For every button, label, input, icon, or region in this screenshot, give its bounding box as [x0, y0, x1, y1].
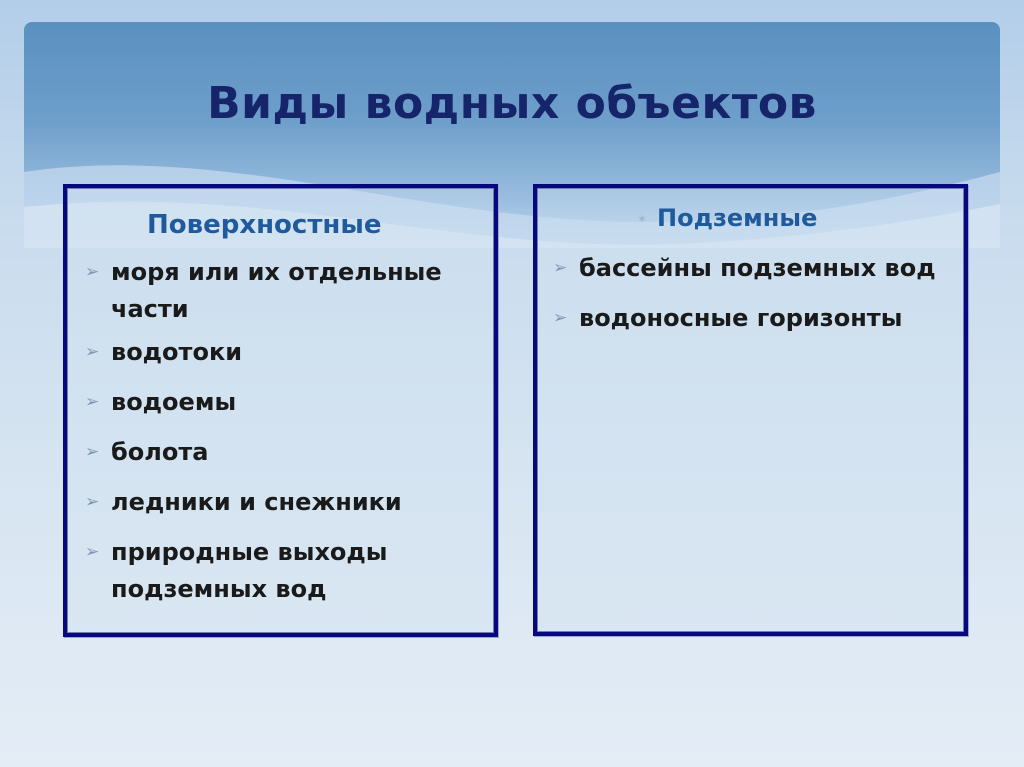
list-item-text: водоносные горизонты — [579, 304, 903, 332]
underground-water-box — [533, 184, 968, 636]
list-item-text: водоемы — [111, 388, 237, 416]
arrow-bullet-icon: ➢ — [85, 262, 100, 282]
list-item — [553, 300, 953, 337]
list-item — [85, 434, 485, 471]
star-bullet-icon: ✶ — [637, 212, 648, 226]
slide-title: Виды водных объектов — [207, 78, 817, 129]
underground-heading: Подземные — [657, 204, 818, 232]
surface-water-box — [63, 184, 498, 637]
underground-list — [553, 250, 953, 350]
list-item — [85, 334, 485, 371]
list-item-text: моря или их отдельные части — [111, 258, 442, 323]
list-item-text: ледники и снежники — [111, 488, 402, 516]
arrow-bullet-icon: ➢ — [553, 308, 568, 328]
arrow-bullet-icon: ➢ — [85, 342, 100, 362]
list-item-text: водотоки — [111, 338, 243, 366]
list-item — [85, 384, 485, 421]
list-item-text: природные выходы подземных вод — [111, 538, 388, 603]
surface-heading: Поверхностные — [147, 210, 382, 240]
surface-list — [85, 254, 485, 621]
arrow-bullet-icon: ➢ — [553, 258, 568, 278]
list-item — [85, 534, 485, 608]
arrow-bullet-icon: ➢ — [85, 392, 100, 412]
arrow-bullet-icon: ➢ — [85, 542, 100, 562]
arrow-bullet-icon: ➢ — [85, 492, 100, 512]
arrow-bullet-icon: ➢ — [85, 442, 100, 462]
list-item-text: болота — [111, 438, 209, 466]
list-item — [85, 254, 485, 328]
list-item-text: бассейны подземных вод — [579, 254, 936, 282]
list-item — [85, 484, 485, 521]
list-item — [553, 250, 953, 287]
